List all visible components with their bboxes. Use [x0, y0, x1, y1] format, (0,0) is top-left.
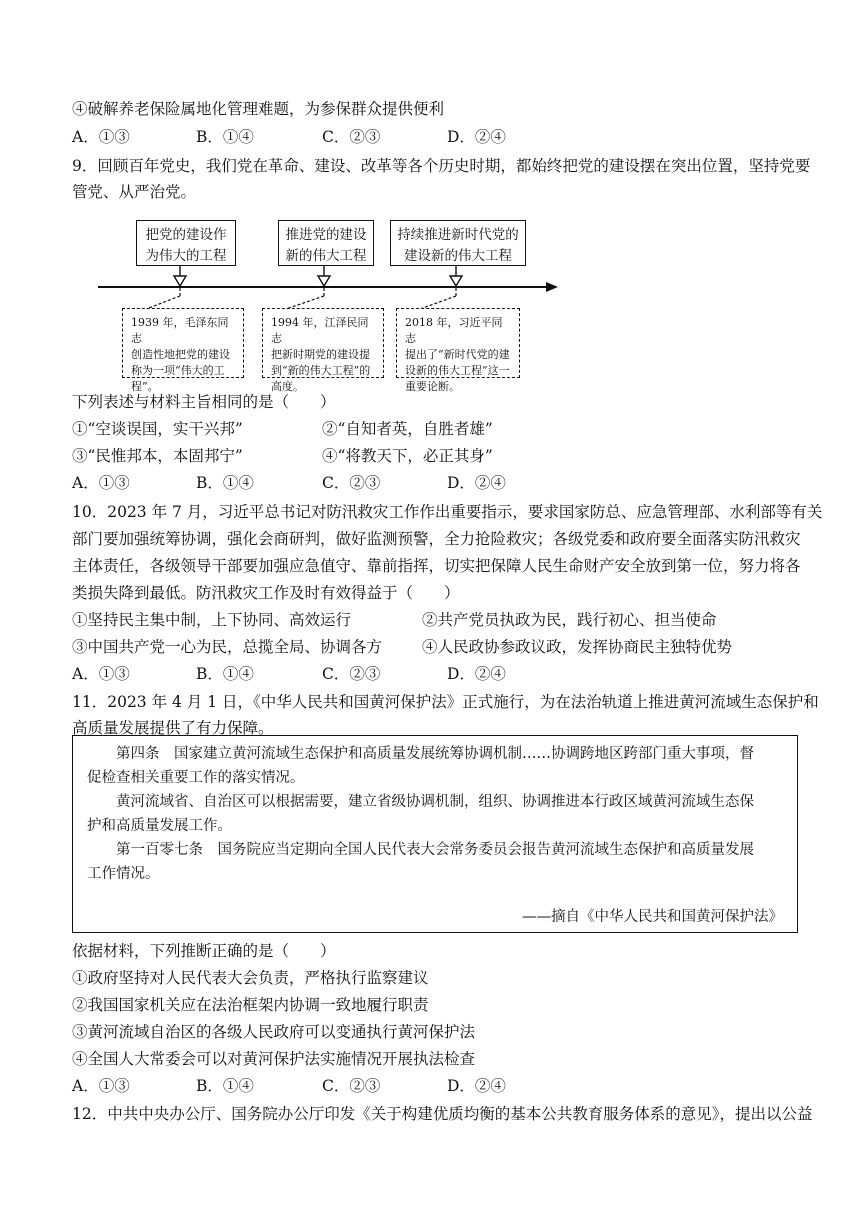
note-1-line: 称为一项“伟大的工 [131, 364, 225, 377]
q11-item-4: ④全国人大常委会可以对黄河保护法实施情况开展执法检查 [72, 1050, 476, 1068]
note-2-line: 1994 年，江泽民同志 [271, 316, 369, 345]
timeline-box-2-line1: 推进党的建设 [285, 227, 367, 243]
answer-option-a: A．①③ [72, 665, 130, 683]
answer-option-c: C．②③ [322, 1077, 381, 1095]
timeline-box-3-line2: 建设新的伟大工程 [404, 248, 512, 264]
q9-item-3: ③“民惟邦本，本固邦宁” [72, 447, 243, 465]
note-3-line: 提出了“新时代党的建 [405, 348, 510, 361]
answer-option-d: D．②④ [447, 474, 506, 492]
note-2-line: 到“新的伟大工程”的 [271, 364, 371, 377]
timeline-diagram [90, 214, 570, 393]
excerpt-line: 第四条 国家建立黄河流域生态保护和高质量发展统筹协调机制……协调跨地区跨部门重大事项，督 [116, 746, 754, 762]
q9-item-1: ①“空谈误国，实干兴邦” [72, 420, 243, 438]
timeline-box-2 [278, 220, 374, 266]
timeline-note-2 [262, 308, 384, 393]
question-10-stem: 主体责任，各级领导干部要加强应急值守、靠前指挥，切实把保障人民生命财产安全放到第一位，努力将各 [72, 557, 801, 575]
answer-option-b: B．①④ [196, 474, 254, 492]
excerpt-line: 第一百零七条 国务院应当定期向全国人民代表大会常务委员会报告黄河流域生态保护和高质量发展 [116, 842, 754, 858]
answer-option-b: B．①④ [196, 665, 254, 683]
question-11-stem: 11．2023 年 4 月 1 日，《中华人民共和国黄河保护法》正式施行，为在法治轨道上推进黄河流域生态保护和 [72, 693, 819, 711]
timeline-note-3 [396, 308, 520, 393]
note-1-line: 创造性地把党的建设 [131, 348, 230, 361]
answer-option-b: B．①④ [196, 128, 254, 146]
excerpt-line: 促检查相关重要工作的落实情况。 [87, 770, 305, 786]
answer-option-c: C．②③ [322, 128, 381, 146]
question-12-stem: 12．中共中央办公厅、国务院办公厅印发《关于构建优质均衡的基本公共教育服务体系的意见》，提出以公益 [72, 1105, 813, 1123]
question-9-stem: 9．回顾百年党史，我们党在革命、建设、改革等各个历史时期，都始终把党的建设摆在突出位置，坚持党要 [72, 157, 811, 175]
option-item-4: ④破解养老保险属地化管理难题，为参保群众提供便利 [72, 100, 445, 118]
timeline-box-1-line2: 为伟大的工程 [145, 248, 227, 264]
excerpt-source: ——摘自《中华人民共和国黄河保护法》 [522, 909, 783, 925]
q10-item-3: ③中国共产党一心为民，总揽全局、协调各方 [72, 638, 383, 656]
question-11-prompt: 依据材料，下列推断正确的是（ ） [72, 942, 336, 960]
question-9-prompt: 下列表述与材料主旨相同的是（ ） [72, 393, 336, 411]
answer-option-d: D．②④ [447, 1077, 506, 1095]
answer-option-c: C．②③ [322, 665, 381, 683]
q11-item-1: ①政府坚持对人民代表大会负责，严格执行监察建议 [72, 969, 429, 987]
timeline-note-1 [122, 308, 244, 393]
note-1-line: 1939 年，毛泽东同志 [131, 316, 229, 345]
excerpt-line: 黄河流域省、自治区可以根据需要，建立省级协调机制，组织、协调推进本行政区域黄河流域生态保 [116, 794, 754, 810]
timeline-box-1-line1: 把党的建设作 [145, 227, 227, 243]
q11-item-2: ②我国国家机关应在法治框架内协调一致地履行职责 [72, 996, 429, 1014]
question-10-stem: 部门要加强统筹协调，强化会商研判，做好监测预警，全力抢险救灾；各级党委和政府要全面落实防汛救灾 [72, 530, 801, 548]
note-3-line: 重要论断。 [405, 380, 460, 393]
q10-item-4: ④人民政协参政议政，发挥协商民主独特优势 [422, 638, 733, 656]
question-11-stem: 高质量发展提供了有力保障。 [72, 719, 274, 737]
excerpt-line: 工作情况。 [87, 866, 160, 882]
q10-item-2: ②共产党员执政为民，践行初心、担当使命 [422, 611, 717, 629]
note-2-line: 把新时期党的建设提 [271, 348, 370, 361]
law-excerpt-box [72, 735, 798, 933]
note-1-line: 程”。 [131, 380, 159, 393]
answer-option-d: D．②④ [447, 665, 506, 683]
timeline-box-1 [136, 220, 236, 266]
timeline-box-2-line2: 新的伟大工程 [285, 248, 367, 264]
answer-option-b: B．①④ [196, 1077, 254, 1095]
question-10-stem: 10．2023 年 7 月，习近平总书记对防汛救灾工作作出重要指示，要求国家防总、应急管理部、水利部等有关 [72, 503, 823, 521]
timeline-box-3 [390, 220, 526, 266]
answer-option-c: C．②③ [322, 474, 381, 492]
question-9-stem-cont: 管党、从严治党。 [72, 183, 197, 201]
answer-option-a: A．①③ [72, 474, 130, 492]
q9-item-2: ②“自知者英，自胜者雄” [322, 420, 493, 438]
excerpt-line: 护和高质量发展工作。 [87, 818, 232, 834]
q10-item-1: ①坚持民主集中制，上下协同、高效运行 [72, 611, 352, 629]
note-2-line: 高度。 [271, 380, 304, 393]
answer-option-d: D．②④ [447, 128, 506, 146]
note-3-line: 2018 年，习近平同志 [405, 316, 503, 345]
q11-item-3: ③黄河流域自治区的各级人民政府可以变通执行黄河保护法 [72, 1023, 476, 1041]
timeline-box-3-line1: 持续推进新时代党的 [397, 227, 519, 243]
note-3-line: 设新的伟大工程”这一 [405, 364, 510, 377]
answer-option-a: A．①③ [72, 128, 130, 146]
answer-option-a: A．①③ [72, 1077, 130, 1095]
question-10-stem: 类损失降到最低。防汛救灾工作及时有效得益于（ ） [72, 584, 460, 602]
q9-item-4: ④“将教天下，必正其身” [322, 447, 493, 465]
